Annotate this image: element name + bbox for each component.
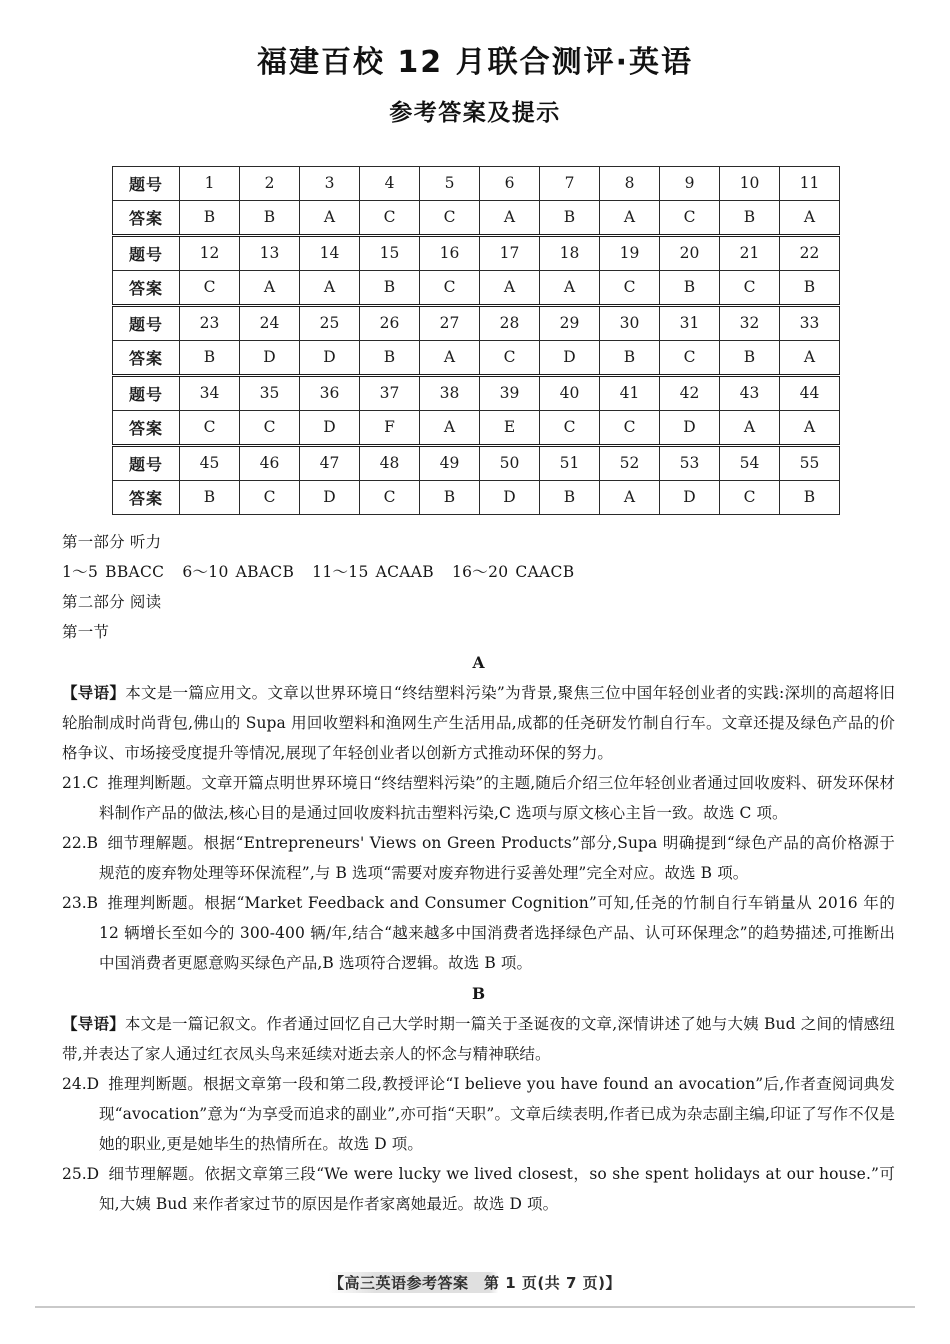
- row-label-answer: 答案: [113, 270, 180, 305]
- question-number: 24.D: [62, 1074, 100, 1093]
- answer-cell: A: [420, 340, 480, 375]
- explanation-item: [62, 828, 895, 888]
- answer-cell: A: [780, 200, 840, 235]
- question-number-cell: 1: [180, 166, 240, 200]
- listening-group: [452, 563, 574, 581]
- row-label-question: 题号: [113, 375, 180, 410]
- question-number-cell: 52: [600, 445, 660, 480]
- answer-cell: A: [240, 270, 300, 305]
- answer-cell: A: [300, 270, 360, 305]
- answer-cell: D: [660, 410, 720, 445]
- table-row: [113, 200, 840, 235]
- question-number-cell: 38: [420, 375, 480, 410]
- answer-cell: B: [420, 480, 480, 514]
- answer-cell: B: [780, 270, 840, 305]
- question-number-cell: 8: [600, 166, 660, 200]
- answer-cell: D: [300, 480, 360, 514]
- question-number-cell: 45: [180, 445, 240, 480]
- passage-guide: [62, 678, 895, 768]
- row-label-question: 题号: [113, 235, 180, 270]
- row-label-question: 题号: [113, 305, 180, 340]
- table-row: [113, 445, 840, 480]
- question-number-cell: 31: [660, 305, 720, 340]
- question-number-cell: 28: [480, 305, 540, 340]
- listening-range: 1～5: [62, 562, 99, 581]
- footer-divider: [35, 1306, 915, 1308]
- question-number: 22.B: [62, 833, 99, 852]
- explanation-item: [62, 1159, 895, 1219]
- answer-cell: A: [600, 200, 660, 235]
- question-number-cell: 10: [720, 166, 780, 200]
- question-number-cell: 6: [480, 166, 540, 200]
- question-number-cell: 30: [600, 305, 660, 340]
- answer-cell: C: [720, 480, 780, 514]
- answer-cell: C: [360, 200, 420, 235]
- question-number-cell: 42: [660, 375, 720, 410]
- explanation-text: 依据文章第三段“We were lucky we lived closest，so she spent holidays at our house.”可知,大姨 Bud 来作者家过节的原因是作者家离她最近。故选 D 项。: [99, 1164, 895, 1213]
- row-label-question: 题号: [113, 166, 180, 200]
- page-title: 福建百校 12 月联合测评·英语: [256, 45, 694, 80]
- answer-cell: A: [480, 270, 540, 305]
- explanation-text: 根据“Entrepreneurs' Views on Green Products”部分,Supa 明确提到“绿色产品的高价格源于规范的废弃物处理等环保流程”,与 B 选项“需要对废弃物进行妥善处理”完全对应。故选 B 项。: [99, 833, 895, 882]
- answer-cell: C: [480, 340, 540, 375]
- answer-cell: C: [660, 340, 720, 375]
- passage-list: [62, 648, 895, 1219]
- explanation-text: 根据文章第一段和第二段,教授评论“I believe you have found an avocation”后,作者查阅词典发现“avocation”意为“为享受而追求的副业”,亦可指“天职”。文章后续表明,作者已成为杂志副主编,印证了写作不仅是她的职业,更是她毕生的热情所在。故选 D 项。: [99, 1074, 895, 1153]
- question-number-cell: 26: [360, 305, 420, 340]
- table-row: [113, 480, 840, 514]
- question-number-cell: 12: [180, 235, 240, 270]
- listening-answers: ABACB: [235, 562, 295, 581]
- row-label-answer: 答案: [113, 410, 180, 445]
- answer-cell: C: [660, 200, 720, 235]
- table-row: [113, 305, 840, 340]
- answer-cell: C: [420, 200, 480, 235]
- section-one-heading: 第一节: [62, 622, 110, 641]
- row-label-answer: 答案: [113, 200, 180, 235]
- listening-answers: BBACC: [105, 562, 165, 581]
- answer-cell: B: [540, 480, 600, 514]
- question-number-cell: 34: [180, 375, 240, 410]
- question-number-cell: 27: [420, 305, 480, 340]
- answer-cell: C: [540, 410, 600, 445]
- answer-cell: B: [780, 480, 840, 514]
- explanation-text: 根据“Market Feedback and Consumer Cognition”可知,任尧的竹制自行车销量从 2016 年的 12 辆增长至如今的 300-400 辆/年,结合“越来越多中国消费者选择绿色产品、认可环保理念”的趋势描述,可推断出中国消费者更愿意购买绿色产品,B 选项符合逻辑。故选 B 项。: [99, 893, 895, 972]
- passage-letter: A: [472, 652, 485, 672]
- question-number-cell: 21: [720, 235, 780, 270]
- answer-cell: B: [600, 340, 660, 375]
- passage-letter: B: [471, 983, 486, 1003]
- question-number-cell: 2: [240, 166, 300, 200]
- question-number-cell: 7: [540, 166, 600, 200]
- question-number-cell: 36: [300, 375, 360, 410]
- answer-table-container: [0, 166, 950, 515]
- answer-cell: A: [720, 410, 780, 445]
- guide-tag: 【导语】: [62, 1013, 125, 1033]
- guide-text: 本文是一篇应用文。文章以世界环境日“终结塑料污染”为背景,聚焦三位中国年轻创业者的实践:深圳的高超将旧轮胎制成时尚背包,佛山的 Supa 用回收塑料和渔网生产生活用品,成都的任尧研发竹制自行车。文章还提及绿色产品的价格争议、市场接受度提升等情况,展现了年轻创业者以创新方式推动环保的努力。: [62, 683, 895, 762]
- question-number-cell: 17: [480, 235, 540, 270]
- listening-range: 16～20: [451, 562, 509, 581]
- answer-cell: A: [420, 410, 480, 445]
- question-number-cell: 11: [780, 166, 840, 200]
- answer-explanations: [0, 515, 950, 1219]
- question-number-cell: 9: [660, 166, 720, 200]
- answer-cell: D: [660, 480, 720, 514]
- question-number-cell: 35: [240, 375, 300, 410]
- answer-cell: C: [360, 480, 420, 514]
- answer-cell: B: [720, 200, 780, 235]
- question-number-cell: 16: [420, 235, 480, 270]
- table-row: [113, 235, 840, 270]
- listening-group: [182, 563, 294, 581]
- explanation-text: 文章开篇点明世界环境日“终结塑料污染”的主题,随后介绍三位年轻创业者通过回收废料、研发环保材料制作产品的做法,核心目的是通过回收废料抗击塑料污染,C 选项与原文核心主旨一致。故选 C 项。: [99, 773, 895, 822]
- question-number: 23.B: [62, 893, 99, 912]
- question-number-cell: 51: [540, 445, 600, 480]
- question-number-cell: 22: [780, 235, 840, 270]
- answer-cell: C: [420, 270, 480, 305]
- question-number-cell: 18: [540, 235, 600, 270]
- question-number-cell: 49: [420, 445, 480, 480]
- listening-range: 11～15: [312, 562, 369, 581]
- question-number-cell: 14: [300, 235, 360, 270]
- table-row: [113, 270, 840, 305]
- answer-cell: B: [240, 200, 300, 235]
- answer-cell: C: [240, 480, 300, 514]
- question-type: 推理判断题。: [107, 893, 205, 912]
- answer-cell: D: [540, 340, 600, 375]
- listening-group: [62, 563, 164, 581]
- question-number-cell: 32: [720, 305, 780, 340]
- question-number-cell: 19: [600, 235, 660, 270]
- question-number: 25.D: [62, 1164, 100, 1183]
- question-number-cell: 40: [540, 375, 600, 410]
- part-two-heading: 第二部分 阅读: [62, 592, 162, 611]
- answer-cell: D: [240, 340, 300, 375]
- answer-cell: D: [480, 480, 540, 514]
- question-number-cell: 54: [720, 445, 780, 480]
- answer-cell: F: [360, 410, 420, 445]
- question-number: 21.C: [62, 773, 99, 792]
- footer-label: 【高三英语参考答案 第 1 页(共 7 页)】: [329, 1274, 621, 1292]
- question-number-cell: 4: [360, 166, 420, 200]
- page-header: [0, 0, 950, 127]
- explanation-item: [62, 1069, 895, 1159]
- answer-cell: B: [540, 200, 600, 235]
- explanation-item: [62, 888, 895, 978]
- table-row: [113, 340, 840, 375]
- answer-cell: B: [660, 270, 720, 305]
- row-label-answer: 答案: [113, 340, 180, 375]
- answer-cell: B: [180, 480, 240, 514]
- page-subtitle: 参考答案及提示: [389, 99, 561, 126]
- question-number-cell: 37: [360, 375, 420, 410]
- guide-tag: 【导语】: [62, 682, 126, 702]
- question-number-cell: 13: [240, 235, 300, 270]
- question-number-cell: 41: [600, 375, 660, 410]
- answer-cell: C: [180, 270, 240, 305]
- question-type: 推理判断题。: [108, 1074, 204, 1093]
- question-number-cell: 29: [540, 305, 600, 340]
- question-number-cell: 50: [480, 445, 540, 480]
- answer-cell: A: [780, 410, 840, 445]
- passage-guide: [62, 1009, 895, 1069]
- answer-cell: B: [180, 200, 240, 235]
- question-number-cell: 44: [780, 375, 840, 410]
- question-type: 细节理解题。: [107, 833, 204, 852]
- answer-cell: B: [360, 340, 420, 375]
- question-number-cell: 25: [300, 305, 360, 340]
- table-row: [113, 410, 840, 445]
- table-row: [113, 166, 840, 200]
- answer-cell: A: [480, 200, 540, 235]
- question-number-cell: 48: [360, 445, 420, 480]
- question-number-cell: 23: [180, 305, 240, 340]
- answer-cell: C: [600, 410, 660, 445]
- question-number-cell: 53: [660, 445, 720, 480]
- answer-cell: C: [240, 410, 300, 445]
- question-number-cell: 5: [420, 166, 480, 200]
- question-number-cell: 43: [720, 375, 780, 410]
- listening-group: [312, 563, 434, 581]
- question-number-cell: 3: [300, 166, 360, 200]
- row-label-question: 题号: [113, 445, 180, 480]
- listening-answers: ACAAB: [375, 562, 434, 581]
- row-label-answer: 答案: [113, 480, 180, 514]
- answer-cell: A: [300, 200, 360, 235]
- page-footer: [0, 1272, 950, 1308]
- answer-cell: D: [300, 340, 360, 375]
- question-number-cell: 47: [300, 445, 360, 480]
- answer-cell: B: [720, 340, 780, 375]
- explanation-item: [62, 768, 895, 828]
- listening-answers-line: [62, 557, 895, 587]
- question-number-cell: 46: [240, 445, 300, 480]
- answer-cell: A: [540, 270, 600, 305]
- answer-cell: B: [180, 340, 240, 375]
- question-type: 推理判断题。: [107, 773, 202, 792]
- question-number-cell: 55: [780, 445, 840, 480]
- listening-answers: CAACB: [515, 562, 575, 581]
- listening-range: 6～10: [182, 562, 229, 581]
- guide-text: 本文是一篇记叙文。作者通过回忆自己大学时期一篇关于圣诞夜的文章,深情讲述了她与大姨 Bud 之间的情感纽带,并表达了家人通过红衣凤头鸟来延续对逝去亲人的怀念与精神联结。: [62, 1014, 895, 1063]
- answer-cell: E: [480, 410, 540, 445]
- question-number-cell: 39: [480, 375, 540, 410]
- answer-cell: C: [720, 270, 780, 305]
- answer-key-table: [112, 166, 840, 515]
- answer-cell: C: [600, 270, 660, 305]
- table-row: [113, 375, 840, 410]
- question-number-cell: 33: [780, 305, 840, 340]
- question-type: 细节理解题。: [108, 1164, 205, 1183]
- question-number-cell: 15: [360, 235, 420, 270]
- question-number-cell: 24: [240, 305, 300, 340]
- part-one-heading: 第一部分 听力: [62, 532, 162, 551]
- answer-cell: C: [180, 410, 240, 445]
- answer-cell: A: [600, 480, 660, 514]
- question-number-cell: 20: [660, 235, 720, 270]
- answer-cell: B: [360, 270, 420, 305]
- answer-cell: D: [300, 410, 360, 445]
- answer-cell: A: [780, 340, 840, 375]
